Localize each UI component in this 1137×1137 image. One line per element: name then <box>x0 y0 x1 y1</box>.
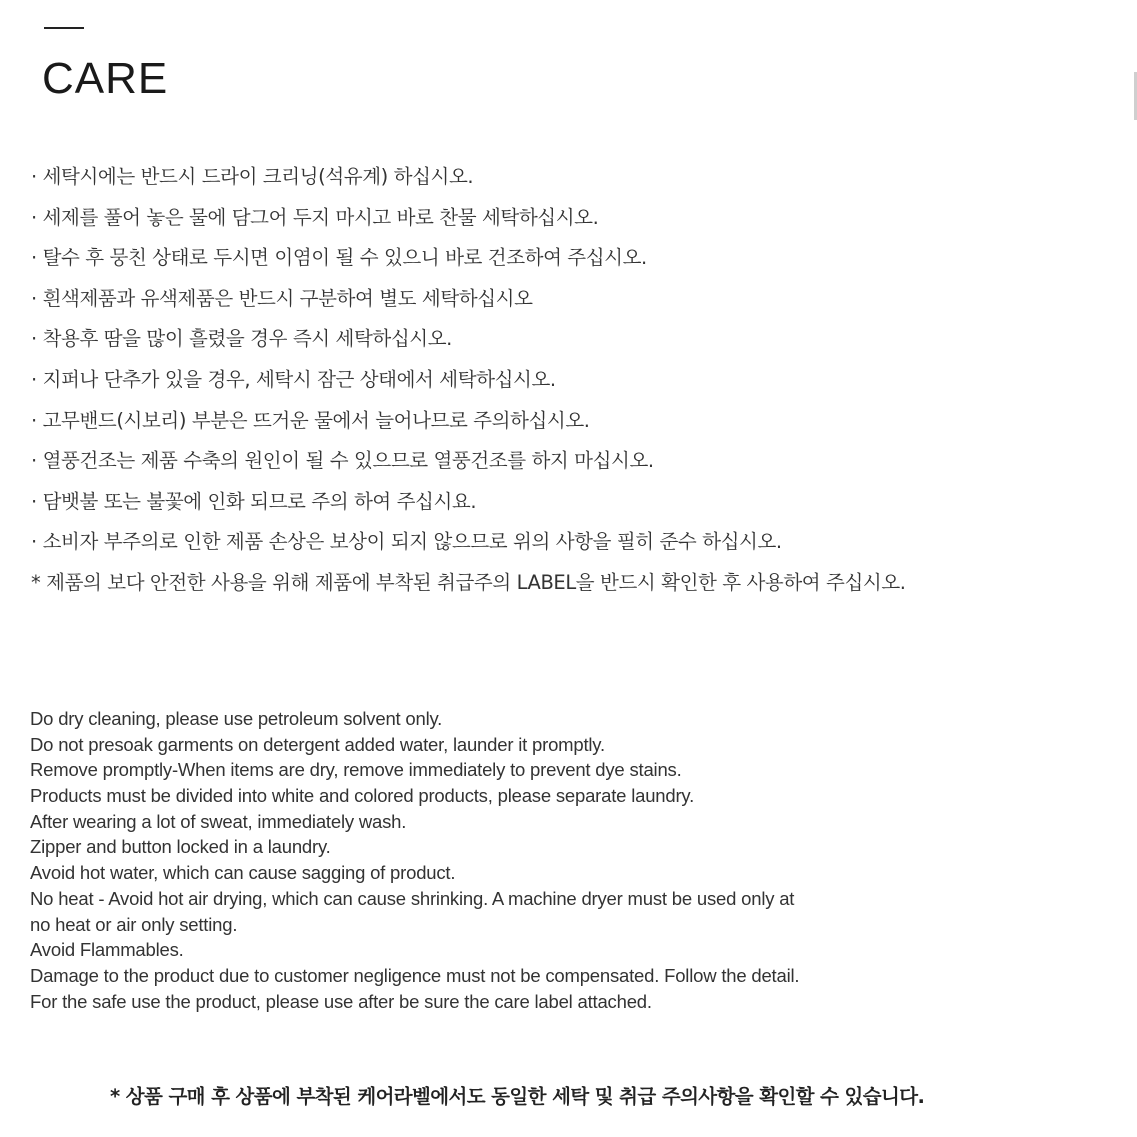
care-label-notice: * 상품 구매 후 상품에 부착된 케어라벨에서도 동일한 세탁 및 취급 주의사항을 확인할 수 있습니다. <box>110 1085 925 1108</box>
english-care-item: Damage to the product due to customer negligence must not be compensated. Follow the detail. <box>30 964 800 986</box>
english-care-item: Do not presoak garments on detergent added water, launder it promptly. <box>30 733 605 755</box>
korean-care-list <box>31 157 1111 604</box>
korean-care-item: · 지퍼나 단추가 있을 경우, 세탁시 잠근 상태에서 세탁하십시오. <box>31 367 556 391</box>
korean-care-item: · 흰색제품과 유색제품은 반드시 구분하여 별도 세탁하십시오 <box>31 286 533 310</box>
korean-care-item: · 소비자 부주의로 인한 제품 손상은 보상이 되지 않으므로 위의 사항을 필히 준수 하십시오. <box>31 530 782 554</box>
english-care-list <box>30 706 1110 1014</box>
korean-care-item: · 열풍건조는 제품 수축의 원인이 될 수 있으므로 열풍건조를 하지 마십시오. <box>31 449 654 473</box>
title-dash-divider <box>44 27 84 29</box>
english-care-item: Products must be divided into white and colored products, please separate laundry. <box>30 785 695 807</box>
english-care-item: After wearing a lot of sweat, immediately wash. <box>30 810 407 832</box>
english-care-item: no heat or air only setting. <box>30 913 238 935</box>
section-title: CARE <box>42 54 169 103</box>
korean-care-item: · 세제를 풀어 놓은 물에 담그어 두지 마시고 바로 찬물 세탁하십시오. <box>31 205 599 229</box>
english-care-item: Zipper and button locked in a laundry. <box>30 836 331 858</box>
english-care-item: No heat - Avoid hot air drying, which can cause shrinking. A machine dryer must be used only at <box>30 887 795 909</box>
korean-care-note: * 제품의 보다 안전한 사용을 위해 제품에 부착된 취급주의 LABEL을 반드시 확인한 후 사용하여 주십시오. <box>31 570 906 594</box>
korean-care-item: · 담뱃불 또는 불꽃에 인화 되므로 주의 하여 주십시요. <box>31 489 477 513</box>
korean-care-item: · 탈수 후 뭉친 상태로 두시면 이염이 될 수 있으니 바로 건조하여 주십시오. <box>31 246 647 270</box>
korean-care-item: · 세탁시에는 반드시 드라이 크리닝(석유계) 하십시오. <box>31 165 474 188</box>
english-care-item: For the safe use the product, please use after be sure the care label attached. <box>30 990 652 1012</box>
korean-care-item: · 착용후 땀을 많이 흘렸을 경우 즉시 세탁하십시오. <box>31 327 452 351</box>
english-care-item: Avoid hot water, which can cause sagging of product. <box>30 862 456 884</box>
english-care-item: Avoid Flammables. <box>30 939 184 961</box>
korean-care-item: · 고무밴드(시보리) 부분은 뜨거운 물에서 늘어나므로 주의하십시오. <box>31 408 590 432</box>
english-care-item: Do dry cleaning, please use petroleum solvent only. <box>30 708 443 729</box>
english-care-item: Remove promptly-When items are dry, remove immediately to prevent dye stains. <box>30 759 682 781</box>
